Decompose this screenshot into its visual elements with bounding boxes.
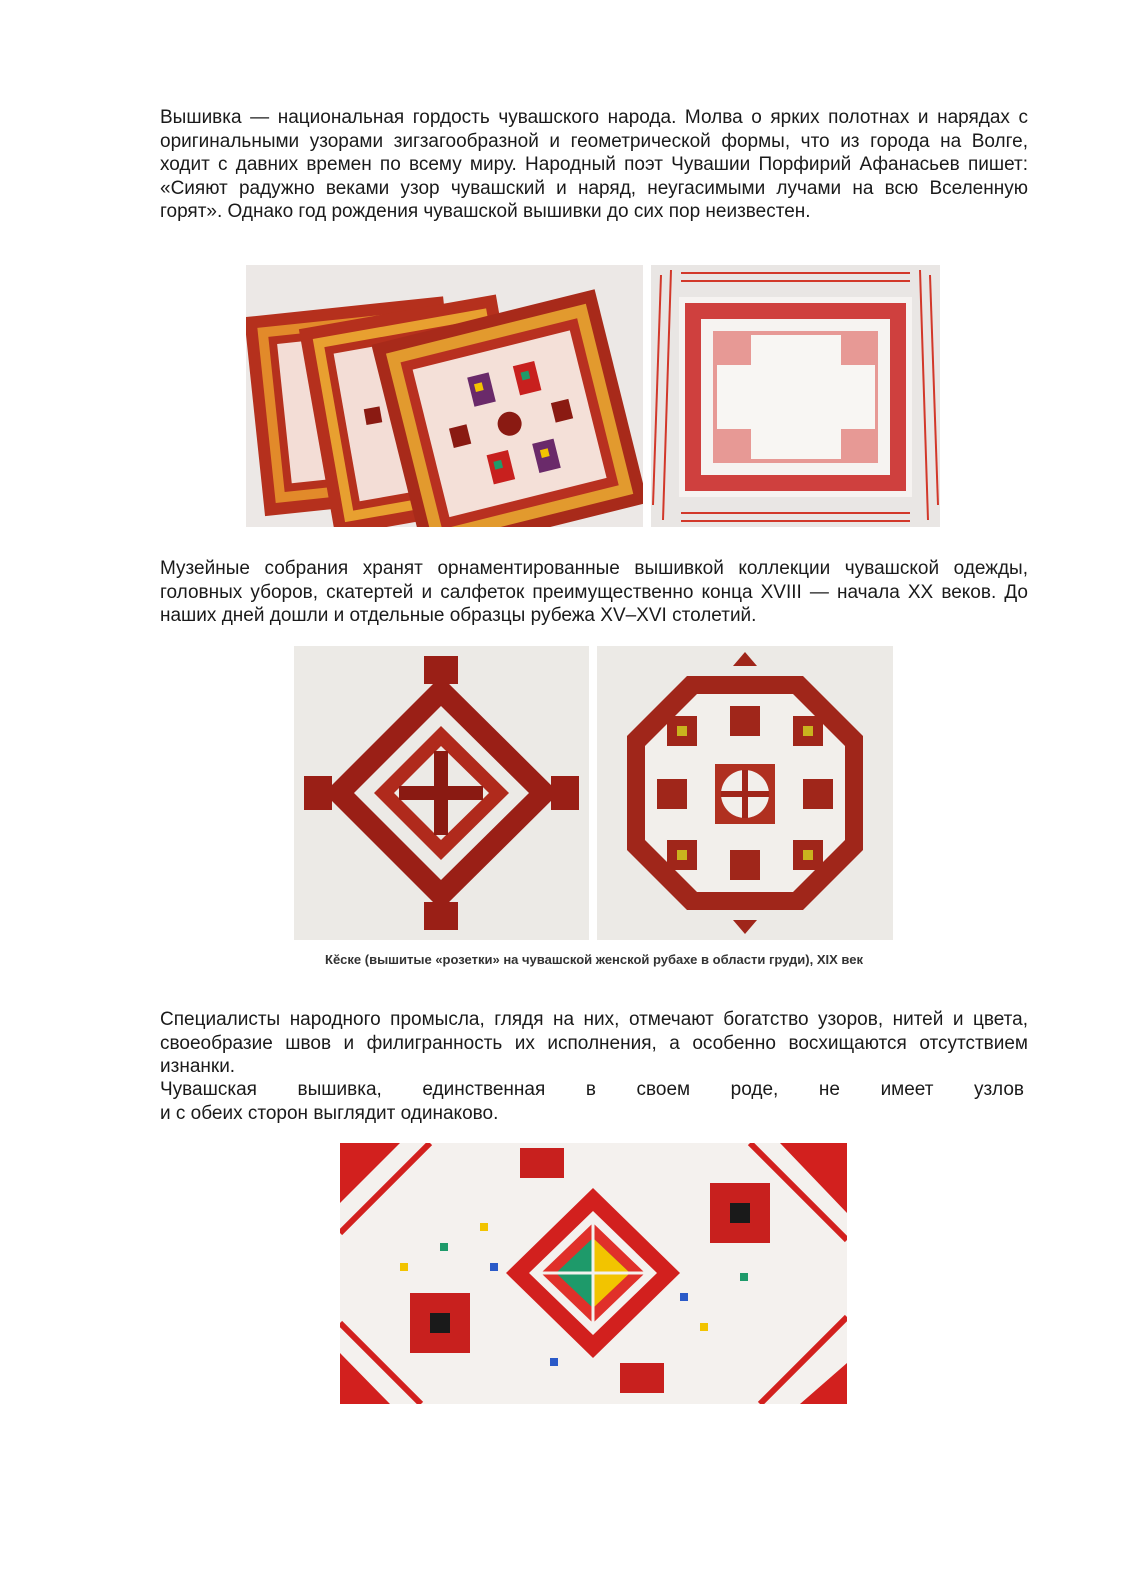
paragraph-museum-collections: Музейные собрания хранят орнаментированные вышивкой коллекции чувашской одежды, головных уборов, скатертей и салфеток преимущественно конца XVIII — начала XX веков. До наших дней дошли и отдельные образцы рубежа XV–XVI столетий. bbox=[160, 558, 1028, 627]
figure-caption: Кӗске (вышитые «розетки» на чувашской женской рубахе в области груди), XIX век bbox=[325, 952, 863, 967]
photo-embroidered-napkins bbox=[246, 265, 643, 527]
paragraph-unique-line1: Чувашская вышивка, единственная в своем роде, не имеет узлов bbox=[160, 1079, 1024, 1100]
photo-keske-rosette-right bbox=[597, 646, 893, 940]
photo-keske-rosette-left bbox=[294, 646, 589, 940]
photo-red-geometric-embroidery bbox=[340, 1143, 847, 1404]
paragraph-intro: Вышивка — национальная гордость чувашского народа. Молва о ярких полотнах и нарядах с оригинальными узорами зигзагообразной и геометрической формы, что из города на Волге, ходит с давних времен по всему миру. Народный поэт Чувашии Порфирий Афанасьев пишет: «Сияют радужно веками узор чувашский и наряд, неугасимыми лучами на всю Вселенную горят». Однако год рождения чувашской вышивки до сих пор неизвестен. bbox=[160, 107, 1028, 223]
paragraph-unique-line2: и с обеих сторон выглядит одинаково. bbox=[160, 1103, 499, 1124]
photo-fringed-napkin bbox=[651, 265, 940, 527]
paragraph-specialists: Специалисты народного промысла, глядя на них, отмечают богатство узоров, нитей и цвета, своеобразие швов и филигранность их исполнения, а особенно восхищаются отсутствием изнанки. bbox=[160, 1009, 1028, 1078]
